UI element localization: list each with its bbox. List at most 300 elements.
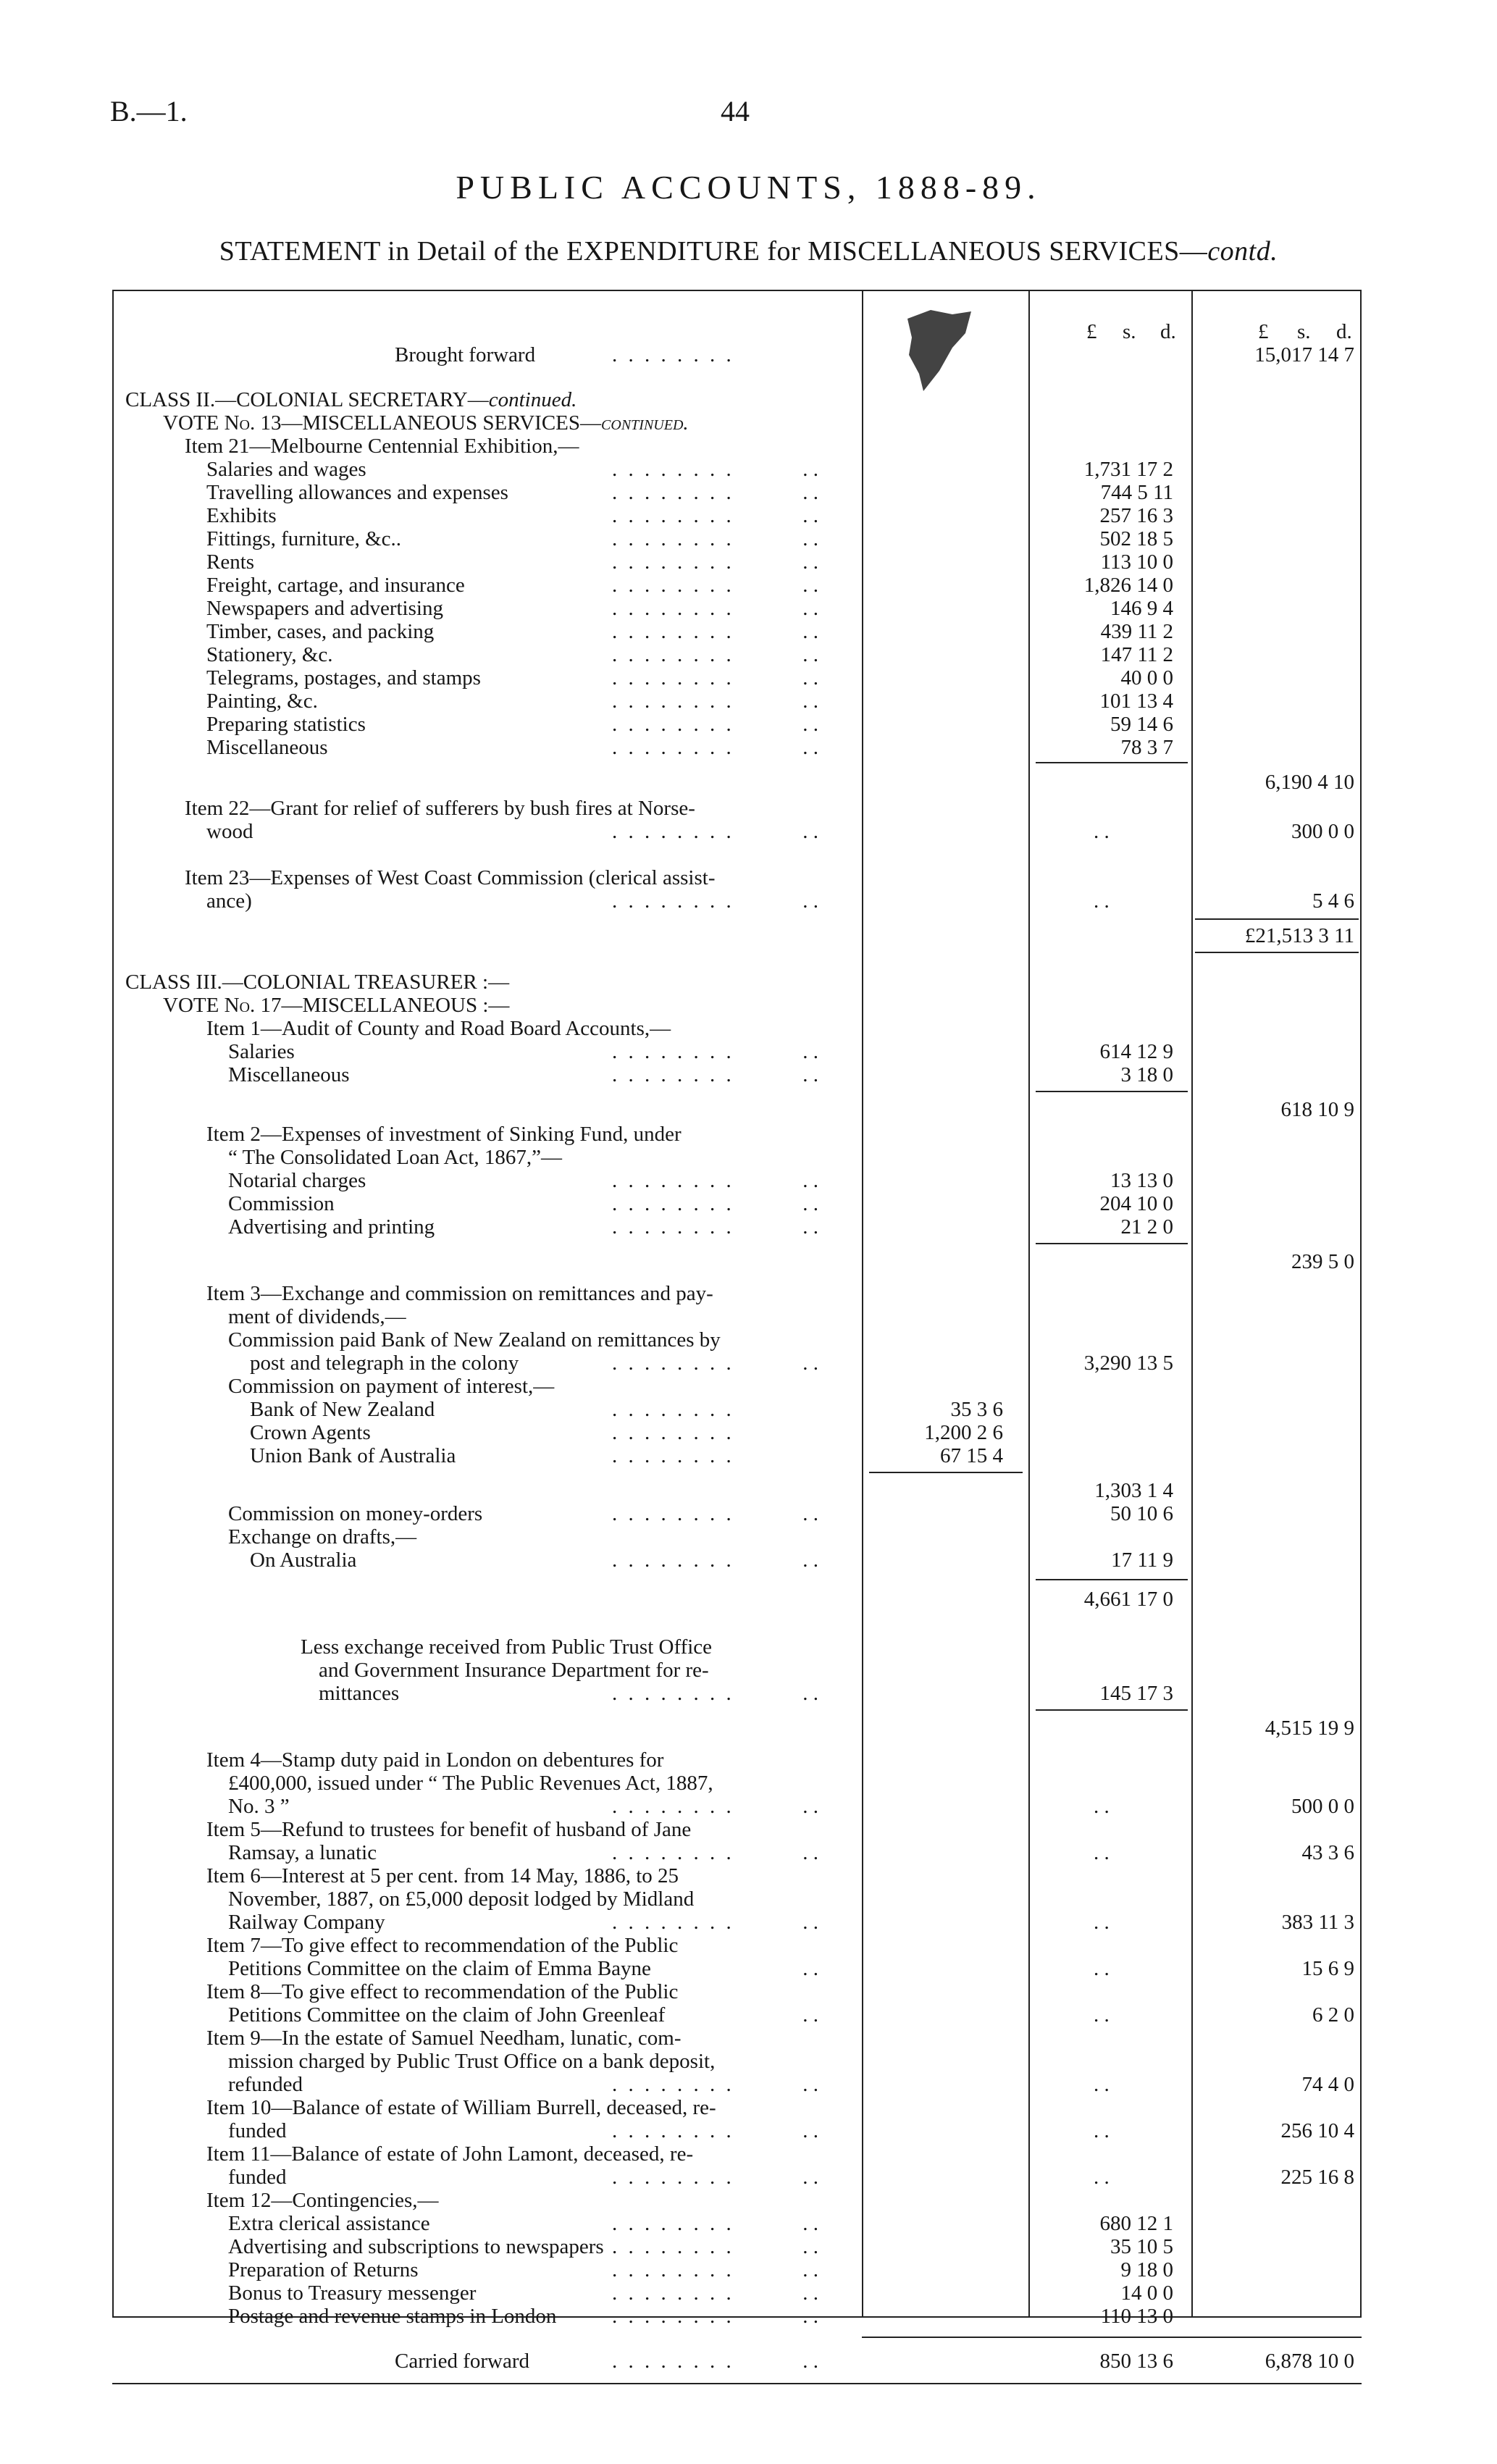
class2-vote-text: VOTE No. 13—MISCELLANEOUS SERVICES— [163, 411, 602, 435]
dot-leader: . . . . . . . . [612, 2212, 734, 2235]
item3-text-c: Commission paid Bank of New Zealand on remittances by [228, 1328, 721, 1352]
col2-dots: . . [1094, 2166, 1110, 2189]
less-row-b [112, 1659, 1362, 1682]
item2-total-row [112, 1250, 1362, 1273]
subtotal-rule [869, 1472, 1023, 1473]
item3-money-orders-label: Commission on money-orders [228, 1502, 483, 1525]
item21-heading [112, 435, 1362, 458]
item11-row-b [112, 2166, 1362, 2189]
item21-text: Item 21—Melbourne Centennial Exhibition,— [185, 435, 579, 458]
item9-row-a [112, 2027, 1362, 2050]
item1-row-amount: 614 12 9 [1099, 1040, 1173, 1063]
item3-text-b: ment of dividends,— [228, 1305, 406, 1328]
item8-text-b: Petitions Committee on the claim of John Greenleaf [228, 2003, 666, 2027]
list-item [112, 550, 1362, 574]
item21-total: 6,190 4 10 [1265, 771, 1354, 794]
item21-row-amount: 113 10 0 [1100, 550, 1173, 574]
item6-row-b [112, 1887, 1362, 1911]
list-item [112, 2235, 1362, 2258]
list-item [112, 1421, 1362, 1444]
col1-dots: . . [802, 2281, 818, 2305]
dot-leader: . . . . . . . . [612, 643, 734, 666]
col1-dots: . . [802, 527, 818, 550]
col1-dots: . . [802, 889, 818, 913]
col1-dots: . . [802, 1063, 818, 1086]
item4-total: 500 0 0 [1291, 1795, 1354, 1818]
carried-forward-row [112, 2350, 1362, 2373]
dot-leader: . . . . . . . . [612, 2350, 734, 2373]
dot-leader: . . . . . . . . [612, 713, 734, 736]
col1-dots: . . [802, 2212, 818, 2235]
brought-forward-label: Brought forward [395, 343, 536, 366]
item8-row-b [112, 2003, 1362, 2027]
dot-leader: . . . . . . . . [612, 690, 734, 713]
item7-total: 15 6 9 [1301, 1957, 1354, 1980]
item4-text-b: £400,000, issued under “ The Public Revenues Act, 1887, [228, 1772, 713, 1795]
dot-leader: . . . . . . . . [612, 527, 734, 550]
col1-dots: . . [802, 458, 818, 481]
item2-row-a [112, 1123, 1362, 1146]
item22-total: 300 0 0 [1291, 820, 1354, 843]
item3-australia-row [112, 1549, 1362, 1572]
item3-gross: 4,661 17 0 [1083, 1588, 1173, 1611]
item3-sub-total: 1,303 1 4 [1094, 1479, 1173, 1502]
dot-leader: . . . . . . . . [612, 1444, 734, 1467]
item6-text-b: November, 1887, on £5,000 deposit lodged by Midland [228, 1887, 695, 1911]
col1-dots: . . [802, 620, 818, 643]
item21-row-amount: 257 16 3 [1099, 504, 1173, 527]
dot-leader: . . . . . . . . [612, 2305, 734, 2328]
dot-leader: . . . . . . . . [612, 1795, 734, 1818]
item23-text-a: Item 23—Expenses of West Coast Commission (clerical assist- [185, 866, 716, 889]
subtotal-rule [1036, 1091, 1188, 1092]
brought-forward-amount: 15,017 14 7 [1254, 343, 1354, 366]
dot-leader: . . . . . . . . [612, 2281, 734, 2305]
dot-leader: . . . . . . . . [612, 481, 734, 504]
list-item [112, 481, 1362, 504]
item2-row-label: Notarial charges [228, 1169, 366, 1192]
item10-text-b: funded [228, 2119, 287, 2142]
col1-dots: . . [802, 1549, 818, 1572]
item21-row-label: Rents [206, 550, 255, 574]
list-item [112, 458, 1362, 481]
item10-text-a: Item 10—Balance of estate of William Burrell, deceased, re- [206, 2096, 716, 2119]
col2-dots: . . [1094, 1957, 1110, 1980]
item3-row-c [112, 1328, 1362, 1352]
item7-row-b [112, 1957, 1362, 1980]
subtotal-rule [1036, 1709, 1188, 1711]
item11-text-a: Item 11—Balance of estate of John Lamont, deceased, re- [206, 2142, 694, 2166]
item9-text-a: Item 9—In the estate of Samuel Needham, lunatic, com- [206, 2027, 682, 2050]
item3-money-orders-row [112, 1502, 1362, 1525]
item21-row-label: Preparing statistics [206, 713, 366, 736]
list-item [112, 1040, 1362, 1063]
item21-row-label: Stationery, &c. [206, 643, 333, 666]
item12-text: Item 12—Contingencies,— [206, 2189, 439, 2212]
item9-text-c: refunded [228, 2073, 303, 2096]
item21-total-row [112, 771, 1362, 794]
page-title: PUBLIC ACCOUNTS, 1888-89. [456, 169, 1041, 206]
item22-text-b: wood [206, 820, 253, 843]
item21-row-label: Freight, cartage, and insurance [206, 574, 465, 597]
col3-pound: £ [1258, 320, 1269, 343]
column-headings [112, 320, 1362, 343]
item21-row-amount: 1,826 14 0 [1083, 574, 1173, 597]
less-row-a [112, 1635, 1362, 1659]
item12-row-label: Preparation of Returns [228, 2258, 419, 2281]
col1-dots: . . [802, 2235, 818, 2258]
item4-row-a [112, 1748, 1362, 1772]
class2-heading [112, 388, 1362, 411]
carried-forward-col2: 850 13 6 [1099, 2350, 1173, 2373]
subtotal-rule [1036, 762, 1188, 763]
item1-row-amount: 3 18 0 [1120, 1063, 1173, 1086]
item3-sub-label: Crown Agents [250, 1421, 371, 1444]
item2-total: 239 5 0 [1291, 1250, 1354, 1273]
col1-dots: . . [802, 1352, 818, 1375]
list-item [112, 1215, 1362, 1239]
col1-dots: . . [802, 504, 818, 527]
col1-dots: . . [802, 550, 818, 574]
col1-dots: . . [802, 1169, 818, 1192]
col2-d: d. [1160, 320, 1176, 343]
item6-row-c [112, 1911, 1362, 1934]
col2-dots: . . [1094, 820, 1110, 843]
item3-sub-amount: 35 3 6 [950, 1398, 1003, 1421]
item3-text-e: Commission on payment of interest,— [228, 1375, 555, 1398]
list-item [112, 2305, 1362, 2328]
list-item [112, 2212, 1362, 2235]
item22-row-a [112, 797, 1362, 820]
item8-text-a: Item 8—To give effect to recommendation of the Public [206, 1980, 679, 2003]
item1-text: Item 1—Audit of County and Road Board Accounts,— [206, 1017, 671, 1040]
item12-row-label: Bonus to Treasury messenger [228, 2281, 477, 2305]
subtotal-rule [1036, 1579, 1188, 1580]
page-subtitle [0, 235, 1497, 267]
dot-leader: . . . . . . . . [612, 1421, 734, 1444]
expenditure-table [112, 290, 1362, 2328]
dot-leader: . . . . . . . . [612, 1215, 734, 1239]
item5-row-a [112, 1818, 1362, 1841]
item8-total: 6 2 0 [1312, 2003, 1354, 2027]
less-text-a: Less exchange received from Public Trust Office [301, 1635, 713, 1659]
col1-dots: . . [802, 820, 818, 843]
item12-row-label: Advertising and subscriptions to newspapers [228, 2235, 604, 2258]
col1-dots: . . [802, 1192, 818, 1215]
item21-row-label: Miscellaneous [206, 736, 328, 759]
item21-row-amount: 439 11 2 [1100, 620, 1173, 643]
dot-leader: . . . . . . . . [612, 1352, 734, 1375]
dot-leader: . . . . . . . . [612, 620, 734, 643]
item3-australia-amount: 17 11 9 [1111, 1549, 1173, 1572]
list-item [112, 2258, 1362, 2281]
item3-money-orders-amount: 50 10 6 [1110, 1502, 1173, 1525]
item3-row-d [112, 1352, 1362, 1375]
col1-dots: . . [802, 2350, 818, 2373]
item4-row-c [112, 1795, 1362, 1818]
list-item [112, 1192, 1362, 1215]
total-rule-bottom [1195, 952, 1359, 953]
item1-row-label: Salaries [228, 1040, 295, 1063]
list-item [112, 1398, 1362, 1421]
dot-leader: . . . . . . . . [612, 2235, 734, 2258]
col1-dots: . . [802, 2166, 818, 2189]
dot-leader: . . . . . . . . [612, 820, 734, 843]
item4-text-a: Item 4—Stamp duty paid in London on debentures for [206, 1748, 664, 1772]
item1-total-row [112, 1098, 1362, 1121]
dot-leader: . . . . . . . . [612, 2119, 734, 2142]
item3-drafts-label: Exchange on drafts,— [228, 1525, 417, 1549]
list-item [112, 1444, 1362, 1467]
list-item [112, 690, 1362, 713]
col2-pound: £ [1086, 320, 1097, 343]
list-item [112, 504, 1362, 527]
item12-heading [112, 2189, 1362, 2212]
item22-text-a: Item 22—Grant for relief of sufferers by bush fires at Norse- [185, 797, 695, 820]
item2-row-amount: 13 13 0 [1110, 1169, 1173, 1192]
dot-leader: . . . . . . . . [612, 1398, 734, 1421]
item12-row-amount: 35 10 5 [1110, 2235, 1173, 2258]
item12-row-label: Postage and revenue stamps in London [228, 2305, 557, 2328]
document-reference: B.—1. [110, 95, 188, 127]
item10-row-b [112, 2119, 1362, 2142]
item21-row-amount: 101 13 4 [1099, 690, 1173, 713]
item3-row-b [112, 1305, 1362, 1328]
class3-heading [112, 971, 1362, 994]
item21-row-amount: 78 3 7 [1120, 736, 1173, 759]
col1-dots: . . [802, 736, 818, 759]
carried-forward-label: Carried forward [395, 2350, 529, 2373]
item10-total: 256 10 4 [1280, 2119, 1354, 2142]
dot-leader: . . . . . . . . [612, 1063, 734, 1086]
item8-row-a [112, 1980, 1362, 2003]
item3-text-d: post and telegraph in the colony [250, 1352, 519, 1375]
col1-dots: . . [802, 597, 818, 620]
item11-total: 225 16 8 [1280, 2166, 1354, 2189]
list-item [112, 713, 1362, 736]
dot-leader: . . . . . . . . [612, 550, 734, 574]
col1-dots: . . [802, 690, 818, 713]
item21-row-amount: 40 0 0 [1120, 666, 1173, 690]
col1-dots: . . [802, 481, 818, 504]
carried-forward-rule [862, 2337, 1362, 2338]
dot-leader: . . . . . . . . [612, 343, 734, 366]
dot-leader: . . . . . . . . [612, 1841, 734, 1864]
dot-leader: . . . . . . . . [612, 1169, 734, 1192]
col1-dots: . . [802, 574, 818, 597]
dot-leader: . . . . . . . . [612, 1682, 734, 1705]
item9-total: 74 4 0 [1301, 2073, 1354, 2096]
col1-dots: . . [802, 1502, 818, 1525]
page-bottom-rule [112, 2383, 1362, 2384]
col2-dots: . . [1094, 1911, 1110, 1934]
item3-text-a: Item 3—Exchange and commission on remittances and pay- [206, 1282, 713, 1305]
col3-d: d. [1336, 320, 1352, 343]
col3-s: s. [1297, 320, 1311, 343]
item7-row-a [112, 1934, 1362, 1957]
item11-row-a [112, 2142, 1362, 2166]
dot-leader: . . . . . . . . [612, 458, 734, 481]
item4-row-b [112, 1772, 1362, 1795]
item21-row-label: Exhibits [206, 504, 277, 527]
less-text-b: and Government Insurance Department for re- [319, 1659, 709, 1682]
item3-sub-label: Bank of New Zealand [250, 1398, 435, 1421]
dot-leader: . . . . . . . . [612, 504, 734, 527]
item4-text-c: No. 3 ” [228, 1795, 290, 1818]
brought-forward-row [112, 343, 1362, 366]
item7-text-a: Item 7—To give effect to recommendation of the Public [206, 1934, 679, 1957]
item21-row-label: Painting, &c. [206, 690, 318, 713]
item21-row-amount: 1,731 17 2 [1083, 458, 1173, 481]
item10-row-a [112, 2096, 1362, 2119]
item5-row-b [112, 1841, 1362, 1864]
item23-total: 5 4 6 [1312, 889, 1354, 913]
item21-row-amount: 744 5 11 [1100, 481, 1173, 504]
list-item [112, 2281, 1362, 2305]
dot-leader: . . . . . . . . [612, 574, 734, 597]
item6-text-c: Railway Company [228, 1911, 385, 1934]
item3-drafts-row [112, 1525, 1362, 1549]
item21-row-amount: 147 11 2 [1100, 643, 1173, 666]
item1-total: 618 10 9 [1280, 1098, 1354, 1121]
class2-vote-contd: continued. [601, 411, 689, 435]
item1-row-label: Miscellaneous [228, 1063, 350, 1086]
col2-dots: . . [1094, 2003, 1110, 2027]
col1-dots: . . [802, 1795, 818, 1818]
list-item [112, 1169, 1362, 1192]
item21-row-amount: 502 18 5 [1099, 527, 1173, 550]
list-item [112, 666, 1362, 690]
item2-text-a: Item 2—Expenses of investment of Sinking Fund, under [206, 1123, 682, 1146]
item21-row-label: Fittings, furniture, &c.. [206, 527, 402, 550]
dot-leader: . . . . . . . . [612, 889, 734, 913]
dot-leader: . . . . . . . . [612, 2166, 734, 2189]
item23-text-b: ance) [206, 889, 252, 913]
col1-dots: . . [802, 2003, 818, 2027]
col2-s: s. [1123, 320, 1136, 343]
item6-total: 383 11 3 [1281, 1911, 1354, 1934]
col1-dots: . . [802, 1911, 818, 1934]
item12-row-amount: 9 18 0 [1120, 2258, 1173, 2281]
item7-text-b: Petitions Committee on the claim of Emma Bayne [228, 1957, 651, 1980]
less-row-c [112, 1682, 1362, 1705]
item3-row-a [112, 1282, 1362, 1305]
col1-dots: . . [802, 2305, 818, 2328]
dot-leader: . . . . . . . . [612, 2258, 734, 2281]
item22-row-b [112, 820, 1362, 843]
item3-gross-row [112, 1588, 1362, 1611]
subtitle-text: STATEMENT in Detail of the EXPENDITURE for MISCELLANEOUS SERVICES— [219, 236, 1208, 267]
col1-dots: . . [802, 2073, 818, 2096]
col2-dots: . . [1094, 2119, 1110, 2142]
less-text-c: mittances [319, 1682, 400, 1705]
dot-leader: . . . . . . . . [612, 1911, 734, 1934]
item2-row-amount: 204 10 0 [1099, 1192, 1173, 1215]
item23-row-a [112, 866, 1362, 889]
item5-text-b: Ramsay, a lunatic [228, 1841, 377, 1864]
col1-dots: . . [802, 1957, 818, 1980]
item3-sub-amount: 1,200 2 6 [924, 1421, 1003, 1444]
list-item [112, 527, 1362, 550]
col1-dots: . . [802, 666, 818, 690]
dot-leader: . . . . . . . . [612, 666, 734, 690]
item3-d-amount: 3,290 13 5 [1083, 1352, 1173, 1375]
item1-heading [112, 1017, 1362, 1040]
dot-leader: . . . . . . . . [612, 736, 734, 759]
item9-text-b: mission charged by Public Trust Office on a bank deposit, [228, 2050, 716, 2073]
col1-dots: . . [802, 2119, 818, 2142]
item3-australia-label: On Australia [250, 1549, 357, 1572]
item12-row-amount: 110 13 0 [1100, 2305, 1173, 2328]
col1-dots: . . [802, 1215, 818, 1239]
col1-dots: . . [802, 643, 818, 666]
dot-leader: . . . . . . . . [612, 597, 734, 620]
list-item [112, 620, 1362, 643]
col2-dots: . . [1094, 889, 1110, 913]
item6-row-a [112, 1864, 1362, 1887]
item2-text-b: “ The Consolidated Loan Act, 1867,”— [228, 1146, 562, 1169]
carried-forward-col3: 6,878 10 0 [1265, 2350, 1354, 2373]
item21-row-label: Newspapers and advertising [206, 597, 443, 620]
class2-vote [112, 411, 1362, 435]
page-number: 44 [721, 95, 750, 127]
dot-leader: . . . . . . . . [612, 1192, 734, 1215]
list-item [112, 574, 1362, 597]
table-top-rule [112, 290, 1362, 291]
total-rule-top [1195, 918, 1359, 920]
item3-sub-total-row [112, 1479, 1362, 1502]
class3-heading-text: CLASS III.—COLONIAL TREASURER :— [125, 971, 510, 994]
item2-row-b [112, 1146, 1362, 1169]
item9-row-c [112, 2073, 1362, 2096]
class2-heading-contd: continued. [488, 388, 577, 411]
col1-dots: . . [802, 713, 818, 736]
item23-row-b [112, 889, 1362, 913]
list-item [112, 736, 1362, 759]
item2-row-label: Advertising and printing [228, 1215, 435, 1239]
class2-grand-total-row [112, 924, 1362, 947]
less-amount: 145 17 3 [1099, 1682, 1173, 1705]
item12-row-label: Extra clerical assistance [228, 2212, 430, 2235]
item3-total: 4,515 19 9 [1265, 1717, 1354, 1740]
col1-dots: . . [802, 1040, 818, 1063]
subtitle-contd: contd. [1207, 236, 1278, 267]
col1-dots: . . [802, 1841, 818, 1864]
class2-grand-total: £21,513 3 11 [1244, 924, 1354, 947]
dot-leader: . . . . . . . . [612, 1502, 734, 1525]
item2-row-amount: 21 2 0 [1120, 1215, 1173, 1239]
item9-row-b [112, 2050, 1362, 2073]
class2-heading-text: CLASS II.—COLONIAL SECRETARY— [125, 388, 489, 411]
dot-leader: . . . . . . . . [612, 1549, 734, 1572]
col2-dots: . . [1094, 1795, 1110, 1818]
item3-total-row [112, 1717, 1362, 1740]
item3-sub-label: Union Bank of Australia [250, 1444, 456, 1467]
subtotal-rule [1036, 1243, 1188, 1244]
item21-row-label: Telegrams, postages, and stamps [206, 666, 481, 690]
item3-row-e [112, 1375, 1362, 1398]
dot-leader: . . . . . . . . [612, 1040, 734, 1063]
item21-row-amount: 146 9 4 [1110, 597, 1173, 620]
list-item [112, 643, 1362, 666]
class3-vote [112, 994, 1362, 1017]
item21-row-amount: 59 14 6 [1110, 713, 1173, 736]
dot-leader: . . . . . . . . [612, 2073, 734, 2096]
class3-vote-text: VOTE No. 17—MISCELLANEOUS :— [163, 994, 510, 1017]
list-item [112, 597, 1362, 620]
item21-row-label: Timber, cases, and packing [206, 620, 435, 643]
list-item [112, 1063, 1362, 1086]
